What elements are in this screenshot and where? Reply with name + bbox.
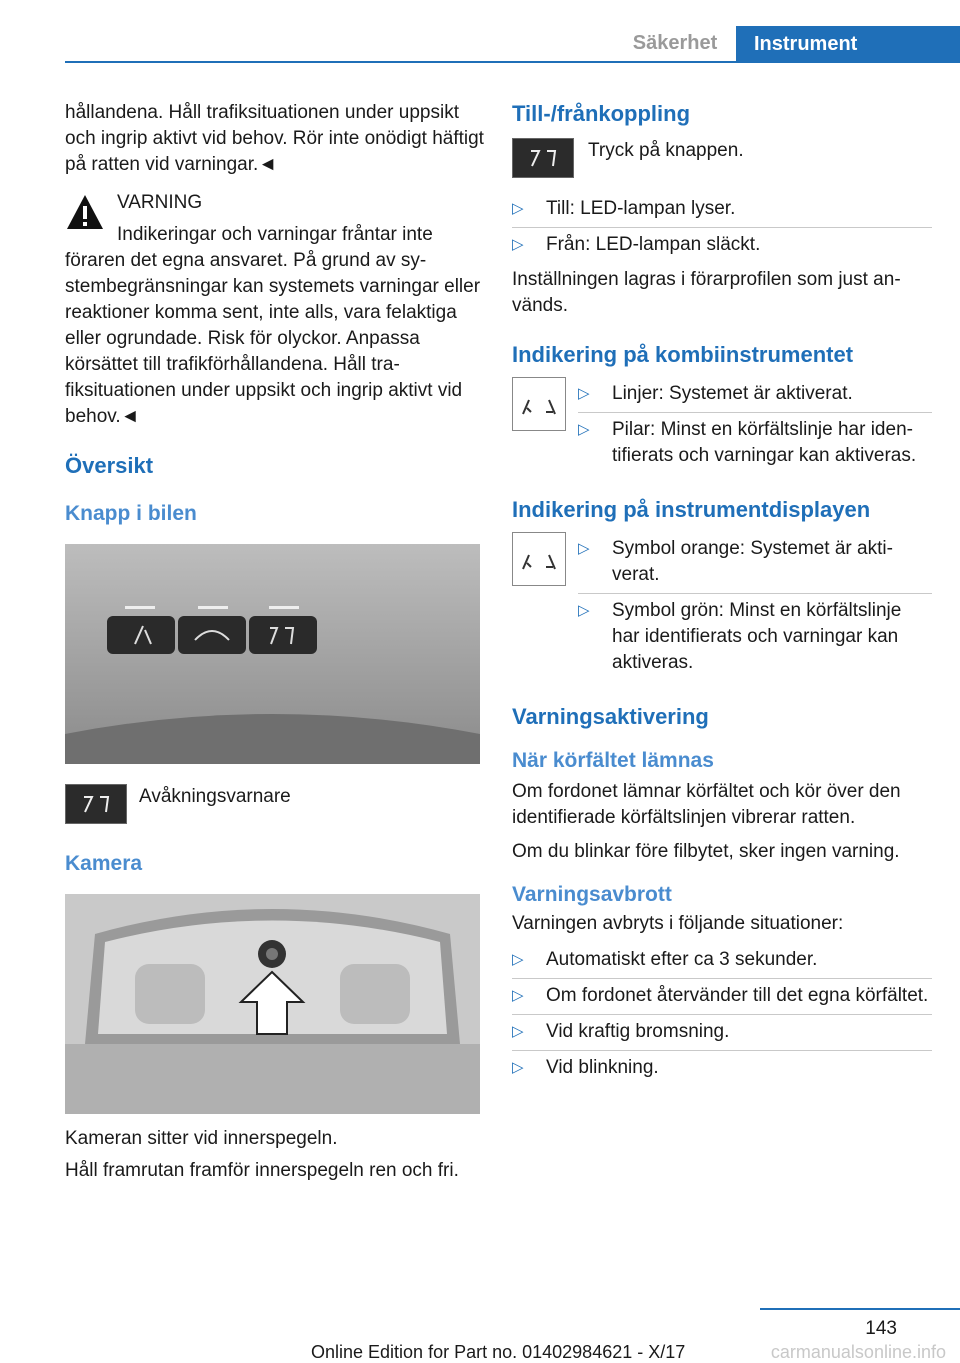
heading-overview: Översikt [65,453,154,478]
warning-first-line: Indikeringar och varningar fråntar inte [117,224,433,245]
camera-image [65,894,480,1114]
lane-indicator-icon [512,532,566,586]
heading-abort: Varningsavbrott [512,883,672,906]
bullet-triangle-icon: ▷ [578,540,590,557]
bullet-triangle-icon: ▷ [512,236,524,253]
button-panel-photo [65,544,480,764]
display-list [578,532,932,681]
page-footer [0,1308,960,1362]
kombi-list [578,377,932,474]
lane-indicator-icon [512,377,566,431]
heading-toggle: Till-/frånkoppling [512,101,691,126]
camera-photo [65,894,480,1114]
heading-display: Indikering på instrumentdisplayen [512,497,871,522]
heading-camera: Kamera [65,852,143,875]
bullet-triangle-icon: ▷ [578,602,590,619]
bullet-triangle-icon: ▷ [512,987,524,1004]
header-rule [65,61,960,63]
toggle-row [512,138,932,178]
kombi-row [512,377,932,474]
abort-intro: Varningen avbryts i följande situationer: [512,913,844,934]
lane-departure-button-icon [65,784,127,824]
heading-leaving: När körfältet lämnas [512,749,714,772]
list-item: ▷ Från: LED-lampan släckt. [512,227,932,263]
bullet-triangle-icon: ▷ [578,421,590,438]
warning-block [65,190,485,248]
list-item: ▷ Linjer: Systemet är aktiverat. [578,377,932,412]
header-tab-section: Säkerhet [616,26,734,61]
list-item: ▷ Symbol grön: Minst en körfältslinje har identifierats och varningar kan aktiveras. [578,593,932,681]
intro-text: hållandena. Håll trafiksituationen under uppsikt och ingrip aktivt vid behov. Rör inte onödigt häftigt på ratten vid varningar.◄ [65,102,484,175]
camera-text-1: Kameran sitter vid innerspegeln. [65,1128,338,1149]
footer-rule [760,1308,960,1310]
list-item: ▷ Vid blinkning. [512,1050,932,1086]
edition-text: Online Edition for Part no. 01402984621 - X/17 [311,1342,686,1362]
button-caption-row [65,784,485,824]
toggle-note: Inställningen lagras i förarprofilen som just används. [512,269,901,316]
lane-departure-button-icon [512,138,574,178]
list-item: ▷ Automatiskt efter ca 3 sekunder. [512,943,932,978]
warning-title: VARNING [117,192,203,213]
leaving-text-1: Om fordonet lämnar körfältet och kör över den identifierade körfältslinjen vibrerar ratten. [512,781,901,828]
list-item: ▷ Pilar: Minst en körfältslinje har identifierats och varningar kan aktiveras. [578,412,932,474]
bullet-triangle-icon: ▷ [512,200,524,217]
page-number: 143 [865,1318,897,1339]
abort-list [512,943,932,1086]
heading-button: Knapp i bilen [65,502,197,525]
list-item: ▷ Om fordonet återvänder till det egna körfältet. [512,978,932,1014]
display-row [512,532,932,681]
bullet-triangle-icon: ▷ [512,1059,524,1076]
left-column [65,100,485,1184]
toggle-list [512,192,932,263]
warning-body: föraren det egna ansvaret. På grund av systembegränsningar kan systemets varningar eller reaktioner komma sent, inte alls, vara felaktiga eller ogrundade. Risk för olyckor. Anpassa körsättet till trafikförhållandena. Håll trafiksituationen under uppsikt och ingrip aktivt vid behov.◄ [65,250,481,427]
camera-text-2: Håll framrutan framför innerspegeln ren och fri. [65,1160,459,1181]
bullet-triangle-icon: ▷ [578,385,590,402]
button-panel-image [65,544,480,764]
bullet-triangle-icon: ▷ [512,951,524,968]
watermark: carmanualsonline.info [770,1342,946,1362]
header-tab-chapter: Instrument [736,26,960,63]
button-caption: Avåkningsvarnare [139,786,291,807]
list-item: ▷ Symbol orange: Systemet är aktiverat. [578,538,893,585]
bullet-triangle-icon: ▷ [512,1023,524,1040]
list-item: ▷ Vid kraftig bromsning. [512,1014,932,1050]
right-column [512,100,932,1086]
heading-activation: Varningsaktivering [512,704,709,729]
heading-kombi: Indikering på kombiinstrumentet [512,342,854,367]
warning-triangle-icon [65,192,105,232]
leaving-text-2: Om du blinkar före filbytet, sker ingen varning. [512,841,900,862]
list-item: ▷ Till: LED-lampan lyser. [512,192,932,227]
toggle-text: Tryck på knappen. [588,140,744,161]
